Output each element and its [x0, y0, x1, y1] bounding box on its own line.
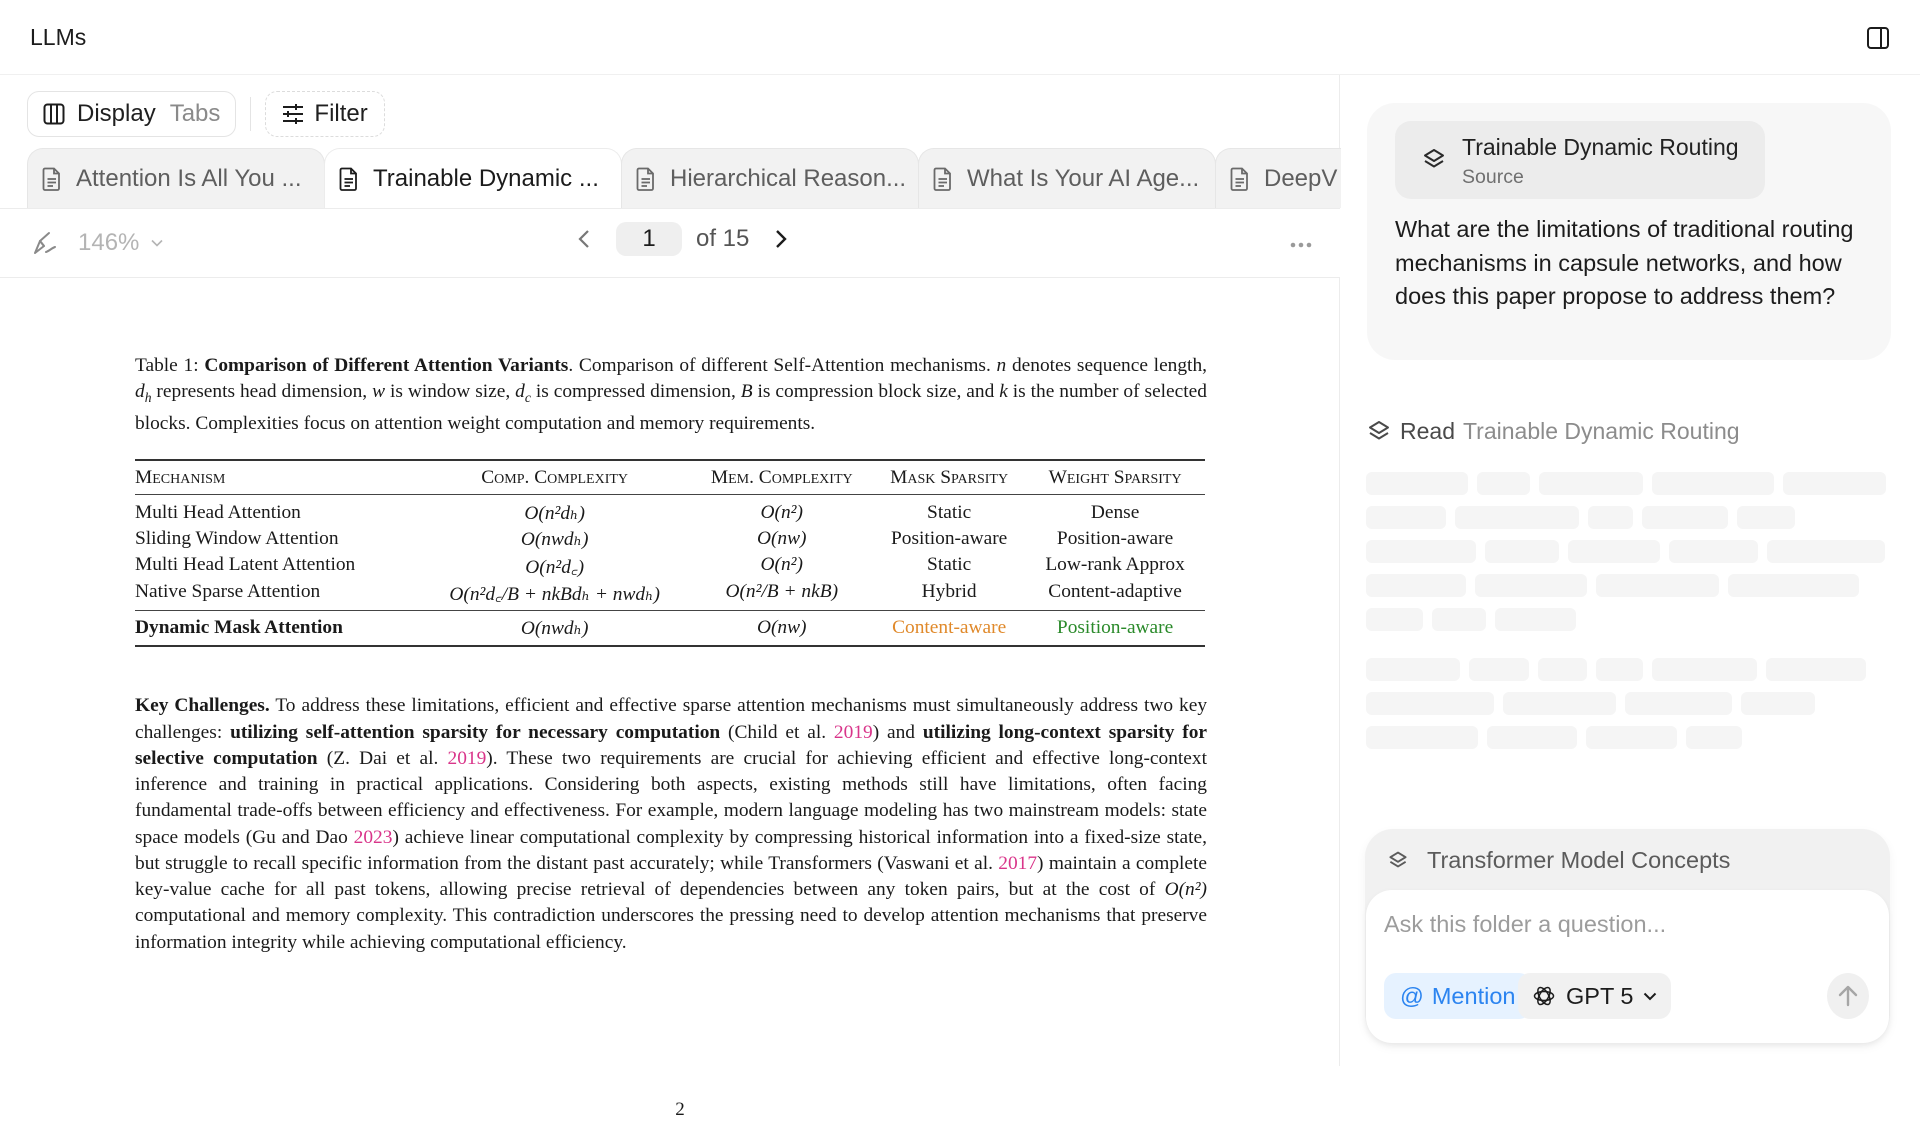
cell-weight-sparsity: Position-aware — [1025, 610, 1205, 646]
tab-trainable-dynamic-routing[interactable] — [324, 148, 622, 208]
page-total: of 15 — [696, 225, 750, 252]
pdf-page — [135, 353, 1208, 1120]
tab-label: Trainable Dynamic ... — [373, 164, 599, 192]
cell-mechanism: Native Sparse Attention — [135, 581, 321, 603]
cell-comp-complexity: O(n²d꜀/B + nkBdₕ + nwdₕ) — [449, 583, 660, 605]
cell-mechanism: Multi Head Latent Attention — [135, 554, 356, 576]
zoom-value: 146% — [78, 229, 140, 256]
chat-composer — [1365, 829, 1890, 1043]
read-status — [1366, 418, 1740, 445]
cell-mem-complexity: O(n²) — [760, 501, 803, 523]
ask-question-input[interactable] — [1384, 904, 1864, 944]
sidebar-panel-icon — [1866, 26, 1890, 50]
cell-mask-sparsity: Static — [927, 501, 972, 523]
tab-label: DeepV — [1264, 164, 1338, 192]
cell-weight-sparsity: Low-rank Approx — [1045, 554, 1185, 576]
document-icon — [933, 167, 953, 191]
display-value: Tabs — [169, 100, 221, 127]
page-number-input[interactable] — [616, 222, 682, 256]
ellipsis-icon — [1290, 242, 1312, 248]
cell-mem-complexity: O(n²) — [760, 554, 803, 576]
table-row — [135, 494, 1205, 525]
table-row-highlight — [135, 610, 1205, 646]
chat-pane — [1341, 75, 1920, 1066]
column-header: Mechanism — [135, 460, 419, 495]
table-header-row — [135, 460, 1205, 495]
cell-mechanism: Sliding Window Attention — [135, 527, 339, 549]
cell-mechanism: Dynamic Mask Attention — [135, 610, 419, 646]
tab-label: Attention Is All You ... — [76, 164, 302, 192]
document-pane — [0, 75, 1340, 1120]
sliders-icon — [282, 103, 304, 125]
source-subtitle: Source — [1462, 166, 1524, 188]
pdf-viewer-toolbar — [0, 208, 1340, 278]
loading-skeleton — [1366, 472, 1886, 760]
tab-attention-is-all-you-need[interactable] — [27, 148, 325, 208]
folder-context[interactable] — [1387, 847, 1730, 874]
layers-icon — [1421, 147, 1447, 173]
page-number: 2 — [675, 1099, 685, 1120]
display-label: Display — [77, 100, 156, 127]
document-icon — [636, 167, 656, 191]
chevron-down-icon — [151, 239, 163, 247]
layers-icon — [1387, 850, 1409, 872]
display-mode-button[interactable] — [27, 91, 236, 137]
read-target: Trainable Dynamic Routing — [1462, 418, 1740, 444]
document-icon — [339, 167, 359, 191]
document-tabs — [27, 148, 1340, 208]
toolbar-divider — [250, 97, 251, 131]
user-question-card — [1367, 103, 1891, 360]
cell-mem-complexity: O(nw) — [756, 527, 807, 549]
citation-link[interactable]: 2019 — [447, 747, 487, 769]
cell-mask-sparsity: Hybrid — [921, 581, 977, 603]
view-toolbar — [27, 90, 385, 138]
chevron-right-icon — [775, 229, 787, 249]
cell-comp-complexity: O(nwdₕ) — [419, 610, 690, 646]
filter-button[interactable] — [265, 91, 384, 137]
column-header: Mask Sparsity — [873, 460, 1025, 495]
tab-what-is-your-ai-agent[interactable] — [918, 148, 1216, 208]
filter-label: Filter — [314, 100, 368, 127]
cell-weight-sparsity: Dense — [1090, 501, 1140, 523]
app-title: LLMs — [30, 24, 87, 50]
mention-button[interactable] — [1384, 973, 1531, 1019]
question-text: What are the limitations of traditional routing mechanisms in capsule networks, and how does this paper propose to address them? — [1395, 216, 1854, 309]
column-header: Mem. Complexity — [690, 460, 873, 495]
previous-page-button[interactable] — [570, 225, 598, 253]
more-options-button[interactable] — [1290, 231, 1312, 251]
arrow-up-icon — [1838, 985, 1858, 1007]
tab-label: What Is Your AI Age... — [967, 164, 1200, 192]
cell-weight-sparsity: Content-adaptive — [1048, 581, 1182, 603]
table-row — [135, 525, 1205, 552]
columns-icon — [43, 103, 65, 125]
chevron-left-icon — [578, 229, 590, 249]
layers-icon — [1366, 419, 1392, 445]
input-box — [1366, 890, 1889, 1043]
annotate-pen-icon[interactable] — [32, 231, 58, 257]
cell-mechanism: Multi Head Attention — [135, 501, 301, 523]
key-challenges-paragraph: Key Challenges. To address these limitations, efficient and effective sparse attention mechanisms must simultaneously address two key challenges: utilizing self-attention sparsity for necessary computation (Child et al. 2019) and utilizing long-context sparsity for selective computation (Z. Dai et al. 2019). These two requirements are crucial for achieving efficient and effective long-context inference and training in practical applications. Considering both aspects, existing methods still have limitations, often facing fundamental trade-offs between efficiency and effectiveness. For example, modern language modeling has two mainstream models: state space models (Gu and Dao 2023) achieve linear computational complexity by compressing historical information into a fixed-size state, but struggle to recall specific information from the distant past accurately; while Transformers (Vaswani et al. 2017) maintain a complete key-value cache for all past tokens, allowing precise retrieval of dependencies between any token pairs, but at the cost of O(n²) computational and memory complexity. This contradiction underscores the pressing need to develop attention mechanisms that preserve information integrity while achieving computational efficiency. — [135, 695, 1208, 953]
document-icon — [1230, 167, 1250, 191]
source-title: Trainable Dynamic Routing — [1462, 134, 1739, 160]
mention-label: Mention — [1431, 982, 1516, 1009]
column-header: Comp. Complexity — [419, 460, 690, 495]
top-bar — [0, 0, 1920, 75]
cell-mask-sparsity: Content-aware — [873, 610, 1025, 646]
document-icon — [42, 167, 62, 191]
next-page-button[interactable] — [767, 225, 795, 253]
read-verb: Read — [1400, 418, 1455, 444]
page-navigator — [570, 222, 795, 256]
table-caption: Table 1: Comparison of Different Attention Variants. Comparison of different Self-Attention mechanisms. n denotes sequence length, $d_h$ represents head dimension, w is window size, $d_c$ is compressed dimension, B is compression block size, and k is the number of selected blocks. Complexities focus on attention weight computation and memory requirements. — [135, 355, 1207, 435]
cell-comp-complexity: O(nwdₕ) — [520, 528, 589, 550]
table-row — [135, 579, 1205, 611]
cell-weight-sparsity: Position-aware — [1056, 527, 1174, 549]
citation-link[interactable]: 2017 — [998, 852, 1038, 874]
at-icon: @ — [1400, 982, 1424, 1009]
chevron-down-icon — [1643, 992, 1657, 1001]
source-chip[interactable] — [1395, 121, 1765, 199]
cell-mem-complexity: O(nw) — [690, 610, 873, 646]
openai-logo-icon — [1532, 984, 1556, 1008]
cell-comp-complexity: O(n²dₕ) — [524, 502, 585, 524]
tab-hierarchical-reasoning[interactable] — [621, 148, 919, 208]
table-row — [135, 552, 1205, 579]
model-selector[interactable] — [1518, 973, 1671, 1019]
folder-name: Transformer Model Concepts — [1427, 847, 1731, 873]
zoom-level-dropdown[interactable] — [78, 229, 163, 257]
model-label: GPT 5 — [1566, 982, 1634, 1009]
cell-mem-complexity: O(n²/B + nkB) — [725, 581, 839, 603]
comparison-table — [135, 459, 1205, 648]
tab-label: Hierarchical Reason... — [670, 164, 907, 192]
send-button[interactable] — [1827, 973, 1869, 1019]
cell-mask-sparsity: Position-aware — [890, 527, 1008, 549]
toggle-side-panel-button[interactable] — [1866, 26, 1890, 50]
cell-comp-complexity: O(n²d꜀) — [525, 556, 585, 578]
citation-link[interactable]: 2019 — [833, 721, 873, 743]
column-header: Weight Sparsity — [1025, 460, 1205, 495]
citation-link[interactable]: 2023 — [353, 826, 393, 848]
cell-mask-sparsity: Static — [927, 554, 972, 576]
